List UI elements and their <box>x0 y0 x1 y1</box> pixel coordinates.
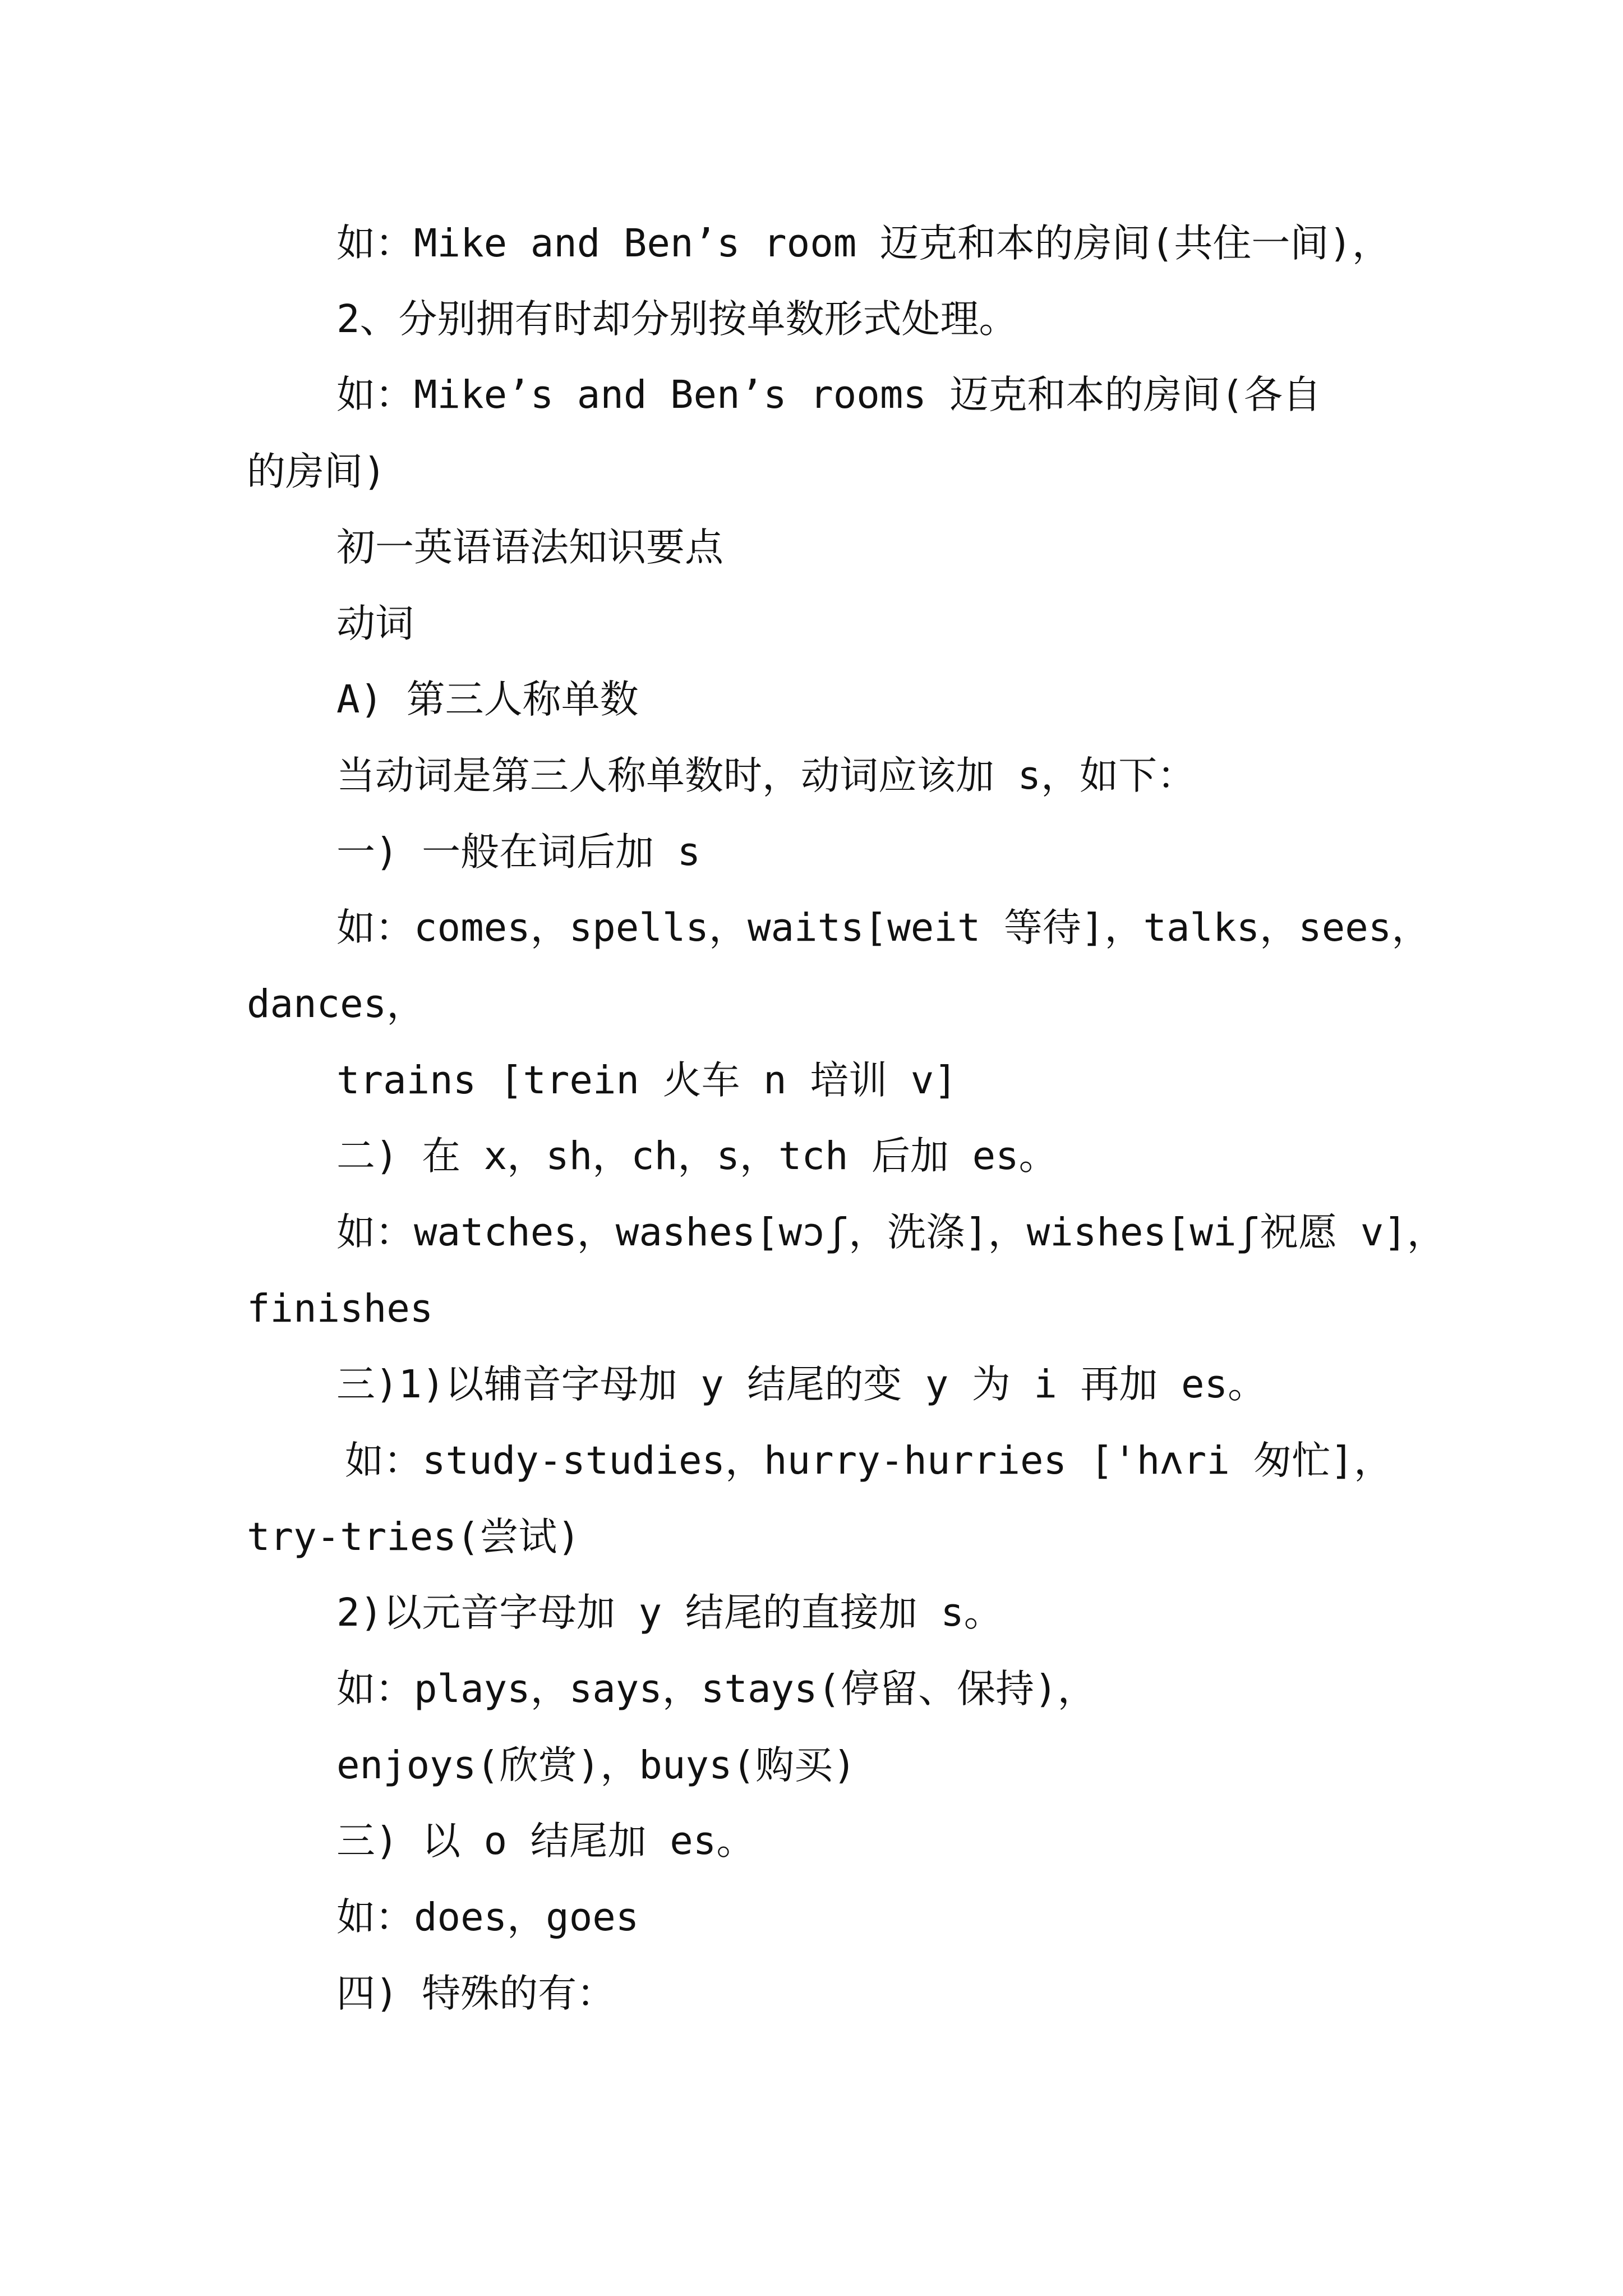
rule-heading: 二) 在 x，sh，ch，s，tch 后加 es。 <box>336 1134 1058 1179</box>
text-line: 的房间) <box>247 449 386 494</box>
example-line: 如：study-studies，hurry-hurries ['hʌri 匆忙]， <box>345 1438 1393 1483</box>
example-line: finishes <box>247 1286 434 1331</box>
example-line: enjoys(欣赏)，buys(购买) <box>336 1743 856 1788</box>
rule-heading: 2)以元音字母加 y 结尾的直接加 s。 <box>336 1590 1003 1635</box>
rule-heading: 三) 以 o 结尾加 es。 <box>336 1819 755 1864</box>
example-line: trains [trein 火车 n 培训 v] <box>336 1058 957 1103</box>
example-line: 如：comes，spells，waits[weit 等待]，talks，sees， <box>336 905 1431 950</box>
section-heading: 动词 <box>336 601 414 646</box>
example-line: dances， <box>247 982 426 1027</box>
text-line: 2、分别拥有时却分别按单数形式处理。 <box>336 297 1018 342</box>
rule-heading: 一) 一般在词后加 s <box>336 830 701 875</box>
text-line: 如：Mike’s and Ben’s rooms 迈克和本的房间(各自 <box>336 372 1321 417</box>
rule-heading: 三)1)以辅音字母加 y 结尾的变 y 为 i 再加 es。 <box>336 1362 1267 1407</box>
section-heading: 初一英语语法知识要点 <box>336 525 723 570</box>
subsection-heading: A) 第三人称单数 <box>336 677 639 722</box>
text-line: 当动词是第三人称单数时，动词应该加 s，如下： <box>336 753 1196 798</box>
rule-heading: 四) 特殊的有： <box>336 1971 616 2016</box>
example-line: 如：does，goes <box>336 1895 639 1940</box>
example-line: try-tries(尝试) <box>247 1515 580 1559</box>
example-line: 如：plays，says，stays(停留、保持)， <box>336 1667 1096 1711</box>
example-line: 如：watches，washes[wɔʃ，洗涤]，wishes[wiʃ祝愿 v]， <box>336 1210 1446 1255</box>
text-line: 如：Mike and Ben’s room 迈克和本的房间(共住一间)， <box>336 221 1391 266</box>
